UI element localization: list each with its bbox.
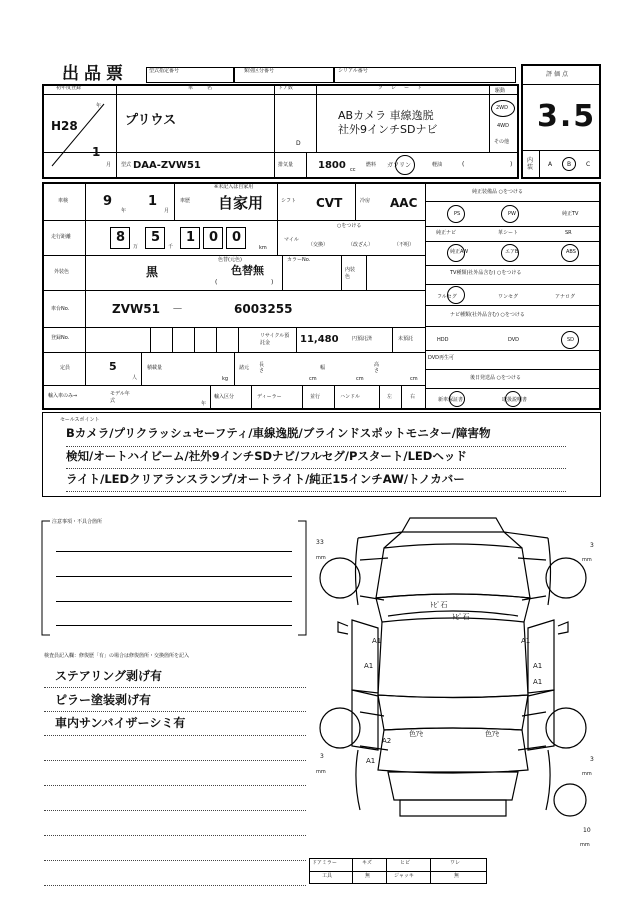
teiin-nin: 人 — [132, 375, 138, 381]
tread-rl-val: 3 — [320, 753, 324, 760]
legend-tool-val: 無 — [365, 873, 371, 879]
nenryo-label: 燃料 — [366, 162, 377, 168]
mileage-d2: 5 — [151, 230, 161, 245]
ruibetsu-label: 類別区分番号 — [244, 68, 275, 74]
navi-hdd: HDD — [437, 337, 449, 343]
shareki-value: 自家用 — [218, 194, 264, 212]
haikiryo-label: 排気量 — [278, 162, 294, 168]
shaken-tsuki: 月 — [164, 208, 170, 214]
car-name: プリウス — [125, 113, 177, 128]
tread-fl-mm: mm — [316, 555, 326, 561]
toroku-label: 登録No. — [51, 335, 70, 341]
mi-yotaku: 未預託 — [398, 336, 414, 342]
katashiki-label: 型式 — [121, 162, 132, 168]
shonendo-label: 初年度登録 — [56, 85, 82, 91]
door-value: D — [296, 140, 301, 147]
year-slash — [44, 96, 116, 172]
equip-aw-circle — [447, 244, 465, 262]
navi-dvd: DVD — [508, 337, 520, 343]
keiyu: 軽油 — [432, 162, 443, 168]
note-item-2: ピラー塗装剥げ有 — [55, 693, 152, 707]
drive-2wd: 2WD — [496, 105, 508, 111]
atohatsu-manual: 取扱説明書 — [502, 397, 528, 403]
shokei-label: 諸元 — [239, 365, 250, 371]
irogae-paren-close: ) — [271, 279, 274, 286]
atohatsu-warranty-circle — [449, 391, 465, 407]
tv-title: TV種類(社外品含む) ○をつける — [450, 270, 522, 276]
fuel-paren-close: ) — [510, 161, 513, 168]
mark-tobi-1: ﾄﾋﾟ石 — [430, 601, 448, 609]
year-month: 1 — [92, 145, 101, 159]
legend-mirror: ドアミラー — [312, 860, 337, 866]
drive-4wd: 4WD — [497, 123, 509, 129]
sales-line-1: Bカメラ/プリクラッシュセーフティ/車線逸脱/ブラインドスポットモニター/障害物 — [66, 426, 491, 440]
fuel-gasoline: ガソリン — [387, 162, 412, 169]
year-tsuki: 月 — [106, 162, 112, 168]
equip-ps: PS — [454, 211, 461, 217]
equip-leather: 革シート — [498, 230, 519, 236]
navi-sd: SD — [567, 337, 575, 343]
mileage-d4: 0 — [209, 230, 219, 245]
irogae-paren-open: ( — [215, 279, 218, 286]
navi-sd-circle — [561, 331, 579, 349]
naiso-grade-c: C — [586, 161, 591, 168]
taka-label: 高さ — [374, 362, 380, 374]
atohatsu-warranty: 新車保証書 — [438, 397, 464, 403]
tv-fullseg-circle — [447, 286, 465, 304]
shareki-note: ※未記入は自家用 — [214, 184, 254, 190]
tv-analog: アナログ — [555, 294, 576, 300]
shareki-label: 車歴 — [180, 198, 191, 204]
haba-cm: cm — [356, 376, 364, 382]
fumei: （不明） — [394, 242, 415, 248]
sales-label: セールスポイント — [60, 417, 100, 423]
drive-other: その他 — [494, 139, 510, 145]
legend-jack: ジャッキ — [394, 873, 414, 879]
equip-ps-circle — [447, 205, 465, 223]
legend-tool: 工具 — [322, 873, 333, 879]
mileage-d1: 8 — [116, 230, 126, 245]
equip-aw: 純正AW — [450, 249, 469, 255]
naga-label: 長さ — [259, 362, 265, 374]
spare-mm: mm — [580, 842, 590, 848]
equip-pw-circle — [501, 205, 519, 223]
displacement: 1800 — [318, 160, 346, 171]
atohatsu-title: 後日発送品 ○をつける — [470, 375, 521, 381]
model-year-label: モデル年式 — [110, 391, 130, 404]
chassis-dash: － — [172, 302, 183, 315]
shaken-label: 車検 — [58, 198, 69, 204]
note-item-1: ステアリング剥げ有 — [55, 669, 163, 683]
chui-frame — [40, 520, 310, 640]
kubun-label: 輸入区分 — [214, 394, 235, 400]
mileage-man: 万 — [133, 244, 139, 250]
legend-kizu: キズ — [362, 860, 372, 866]
fuel-paren-open: ( — [462, 161, 465, 168]
mark-a1-5: A1 — [533, 678, 543, 686]
note-item-3: 車内サンバイザーシミ有 — [55, 716, 186, 730]
mileage-d3: 1 — [186, 230, 196, 245]
cc-unit: cc — [350, 167, 356, 173]
hyoka-label: 評価点 — [546, 71, 571, 78]
tv-fullseg: フルセグ — [437, 294, 457, 300]
mark-iroase-1: 色ｱｾ — [409, 730, 423, 738]
taka-cm: cm — [410, 376, 418, 382]
mark-a1-1: A1 — [372, 637, 382, 645]
kokan: （交換） — [308, 242, 329, 248]
legend-jack-val: 無 — [454, 873, 460, 879]
dvd-playback: DVD再生可 — [428, 355, 455, 361]
chassis-number: 6003255 — [234, 302, 293, 316]
grade-line2: 社外9インチSDナビ — [338, 123, 438, 136]
naiso-iro-label: 内装色 — [345, 267, 356, 280]
kubun-left: 左 — [387, 394, 393, 400]
shaken-month: 1 — [148, 194, 158, 209]
recycle-label: リサイクル預託金 — [260, 333, 290, 346]
tv-oneseg: ワンセグ — [498, 294, 519, 300]
mark-a1-3: A1 — [364, 662, 374, 670]
mile-label: マイル — [284, 237, 299, 243]
equip-airbag: エアB — [505, 249, 519, 255]
shamei-label: 車名 — [188, 85, 227, 91]
year-era: H28 — [51, 119, 78, 133]
sekisai-label: 積載量 — [147, 365, 163, 371]
tread-fl-val: 3 — [320, 539, 324, 546]
tread-fl: 3 — [316, 539, 320, 546]
kubun-handle: ハンドル — [340, 394, 361, 400]
equip-tv: 純正TV — [562, 211, 579, 217]
chassis-prefix: ZVW51 — [112, 302, 160, 316]
mark-a1-4: A1 — [533, 662, 543, 670]
tread-fr-val: 3 — [590, 542, 594, 549]
sales-line-2: 検知/オートハイビーム/社外9インチSDナビ/フルセグ/Pスタート/LEDヘッド — [66, 449, 467, 463]
mileage-d5: 0 — [232, 230, 242, 245]
junsei-title: 純正装備品 ○をつける — [472, 189, 523, 195]
gaiso-label: 外装色 — [54, 269, 70, 275]
tread-fr-mm: mm — [582, 557, 592, 563]
score-value: 3.5 — [537, 99, 597, 134]
naiso-grade-b: B — [567, 161, 572, 168]
equip-pw: PW — [508, 211, 516, 217]
irogae-label: 色替(元色) — [218, 257, 242, 263]
form-title: 出品票 — [62, 64, 128, 84]
equip-airbag-circle — [501, 244, 519, 262]
soko-label: 走行距離 — [51, 234, 72, 240]
equip-navi: 純正ナビ — [436, 230, 457, 236]
naiso-label: 内装 — [527, 157, 534, 171]
reibo-value: AAC — [390, 196, 418, 210]
navi-title: ナビ種類(社外品含む) ○をつける — [450, 312, 525, 318]
equip-sr: SR — [565, 230, 572, 236]
tread-rl-mm: mm — [316, 769, 326, 775]
naiso-grade-a: A — [548, 161, 553, 168]
mark-tobi-2: ﾄﾋﾟ石 — [452, 613, 470, 621]
mark-a2: A2 — [382, 737, 392, 745]
teiin-value: 5 — [109, 360, 117, 373]
shift-value: CVT — [316, 196, 343, 210]
katashiki-shitei-label: 型式指定番号 — [149, 68, 180, 74]
grade-label: グレード — [378, 85, 431, 91]
inspector-label: 検査員記入欄：修復歴「有」の場合は修復箇所・交換箇所を記入 — [44, 653, 190, 659]
chui-label: 注意事項・不具合箇所 — [52, 519, 103, 525]
teiin-label: 定員 — [60, 365, 71, 371]
equip-abs: ABS — [566, 249, 576, 255]
model-code: DAA-ZVW51 — [133, 160, 201, 171]
grade-line1: ABカメラ 車線逸脱 — [338, 109, 434, 122]
kubun-dealer: ディーラー — [257, 394, 282, 400]
naiso-grade-b-circle — [562, 157, 576, 171]
kaizan: （改ざん） — [348, 242, 374, 248]
equip-abs-circle — [561, 244, 579, 262]
serial-label: シリアル番号 — [338, 68, 368, 74]
drive-2wd-circle — [491, 100, 515, 117]
spare-val: 10 — [583, 827, 591, 834]
tread-rr-mm: mm — [582, 771, 592, 777]
import-label: 輸入車のみ⇒ — [48, 393, 78, 399]
irogae-value: 色替無 — [231, 264, 264, 277]
shift-label: シフト — [281, 198, 297, 204]
door-label: ドア数 — [278, 85, 293, 91]
mileage-km: km — [259, 245, 267, 251]
tread-rr-val: 3 — [590, 756, 594, 763]
wo-tsukeru: ○をつける — [337, 223, 362, 229]
color-no-label: カラーNo. — [287, 257, 311, 263]
color-value: 黒 — [146, 265, 159, 279]
yotaku-zumi: 円預託済 — [352, 336, 373, 342]
mileage-sen: 千 — [168, 244, 174, 250]
mark-iroase-2: 色ｱｾ — [485, 730, 499, 738]
sales-line-3: ライト/LEDクリアランスランプ/オートライト/純正15インチAW/トノカバー — [66, 472, 465, 486]
mark-a1-6: A1 — [366, 757, 376, 765]
naga-cm: cm — [309, 376, 317, 382]
haba-label: 幅 — [320, 365, 326, 371]
model-year-nen: 年 — [201, 401, 207, 407]
car-diagram — [318, 510, 588, 850]
sekisai-kg: kg — [222, 376, 229, 382]
year-nen: 年 — [96, 103, 102, 109]
recycle-value: 11,480 — [300, 334, 339, 345]
shaken-year: 9 — [103, 194, 113, 209]
legend-ware: ワレ — [450, 860, 461, 866]
mark-a1-2: A1 — [521, 637, 531, 645]
shadai-label: 車台No. — [51, 306, 70, 312]
kubun-right: 右 — [410, 394, 416, 400]
fuel-circle — [395, 155, 415, 175]
shaken-nen: 年 — [121, 208, 127, 214]
kubun-heiko: 並行 — [310, 394, 321, 400]
kudo-label: 駆動 — [495, 88, 506, 94]
atohatsu-manual-circle — [505, 391, 521, 407]
legend-hibi: ヒビ — [400, 860, 411, 866]
reibo-label: 冷房 — [360, 198, 371, 204]
